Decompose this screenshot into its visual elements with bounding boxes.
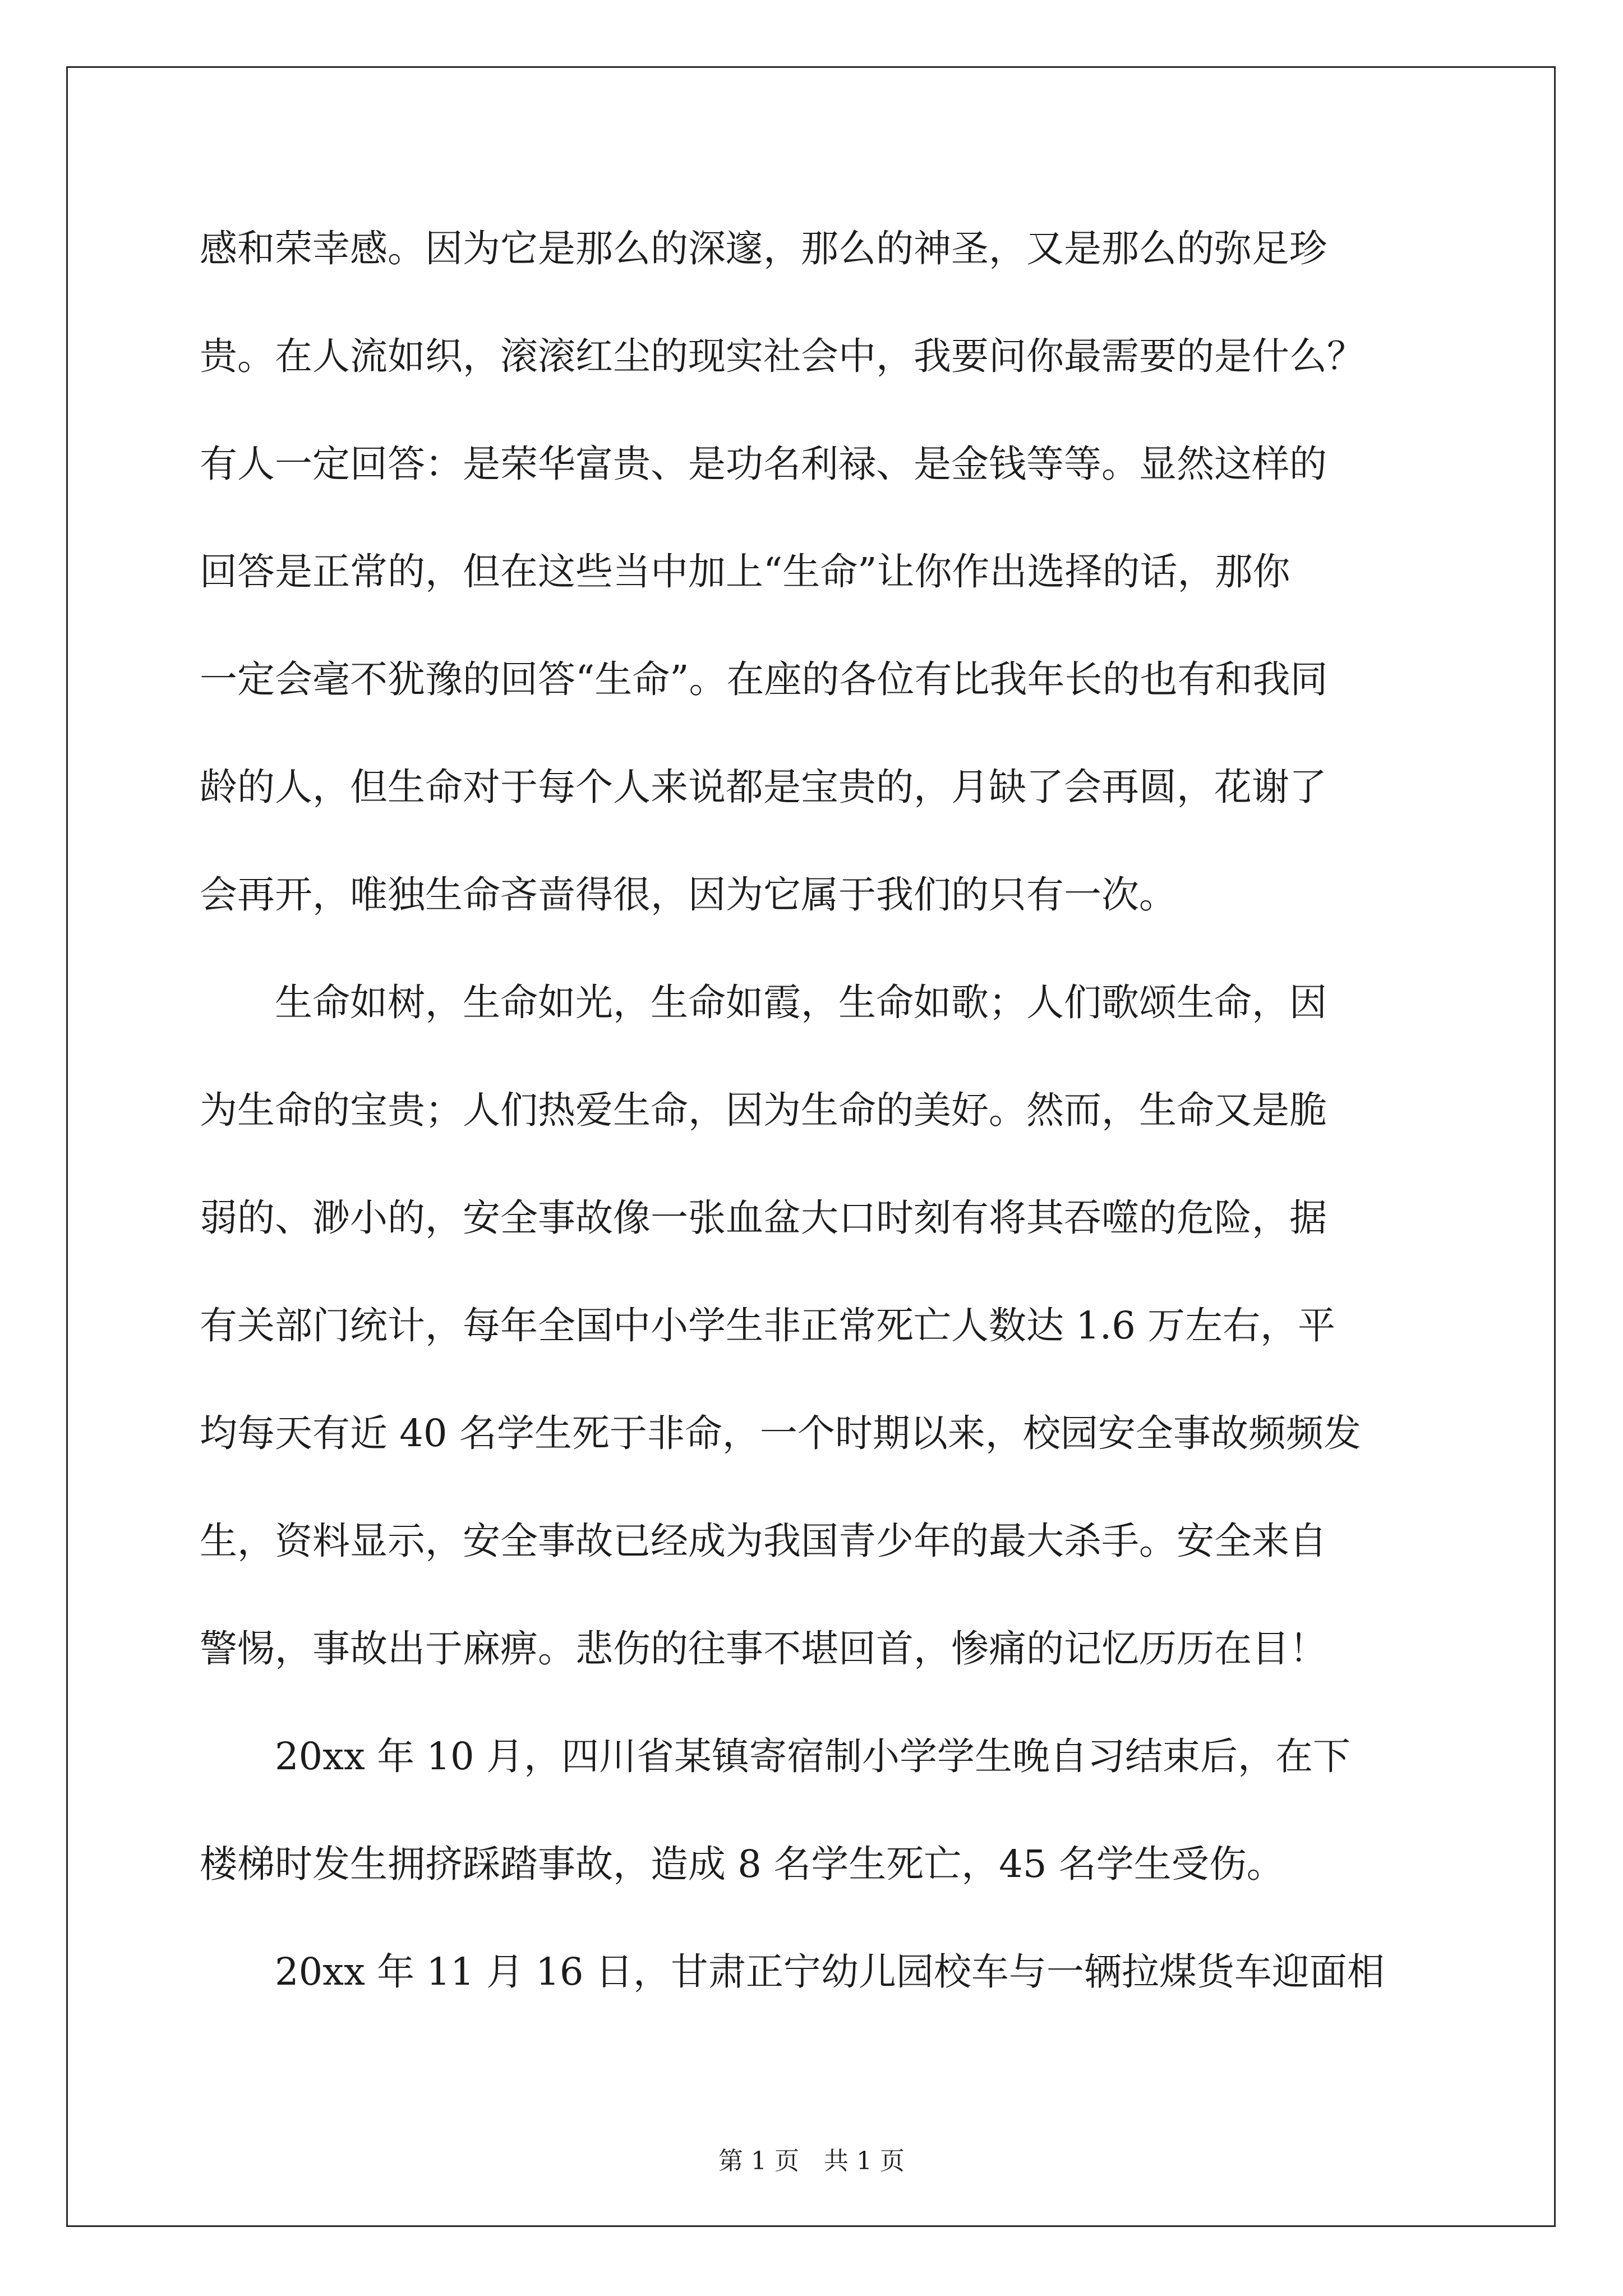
text-line-10: 弱的、渺小的，安全事故像一张血盆大口时刻有将其吞噬的危险，据 (200, 1196, 1327, 1240)
page-footer: 第 1 页 共 1 页 (718, 2147, 905, 2175)
text-line-15: 20xx 年 10 月，四川省某镇寄宿制小学学生晚自习结束后，在下 (275, 1734, 1350, 1778)
text-line-9: 为生命的宝贵；人们热爱生命，因为生命的美好。然而，生命又是脆 (200, 1088, 1327, 1132)
text-line-16: 楼梯时发生拥挤踩踏事故，造成 8 名学生死亡，45 名学生受伤。 (200, 1842, 1284, 1886)
text-line-11: 有关部门统计，每年全国中小学生非正常死亡人数达 1.6 万左右，平 (200, 1304, 1336, 1347)
text-line-14: 警惕，事故出于麻痹。悲伤的往事不堪回首，惨痛的记忆历历在目！ (200, 1627, 1327, 1671)
text-line-2: 贵。在人流如织，滚滚红尘的现实社会中，我要问你最需要的是什么？ (200, 334, 1364, 378)
text-line-4: 回答是正常的，但在这些当中加上“生命”让你作出选择的话，那你 (200, 550, 1290, 593)
page-border (66, 66, 1556, 2227)
text-line-13: 生，资料显示，安全事故已经成为我国青少年的最大杀手。安全来自 (200, 1519, 1327, 1563)
text-line-8: 生命如树，生命如光，生命如霞，生命如歌；人们歌颂生命，因 (275, 981, 1327, 1024)
text-line-3: 有人一定回答：是荣华富贵、是功名利禄、是金钱等等。显然这样的 (200, 442, 1327, 486)
text-line-17: 20xx 年 11 月 16 日，甘肃正宁幼儿园校车与一辆拉煤货车迎面相 (275, 1950, 1385, 1994)
text-line-7: 会再开，唯独生命吝啬得很，因为它属于我们的只有一次。 (200, 873, 1177, 917)
text-line-1: 感和荣幸感。因为它是那么的深邃，那么的神圣，又是那么的弥足珍 (200, 227, 1327, 270)
text-line-5: 一定会毫不犹豫的回答“生命”。在座的各位有比我年长的也有和我同 (200, 657, 1328, 701)
text-line-12: 均每天有近 40 名学生死于非命，一个时期以来，校园安全事故频频发 (200, 1411, 1361, 1455)
text-line-6: 龄的人，但生命对于每个人来说都是宝贵的，月缺了会再圆，花谢了 (200, 765, 1327, 809)
